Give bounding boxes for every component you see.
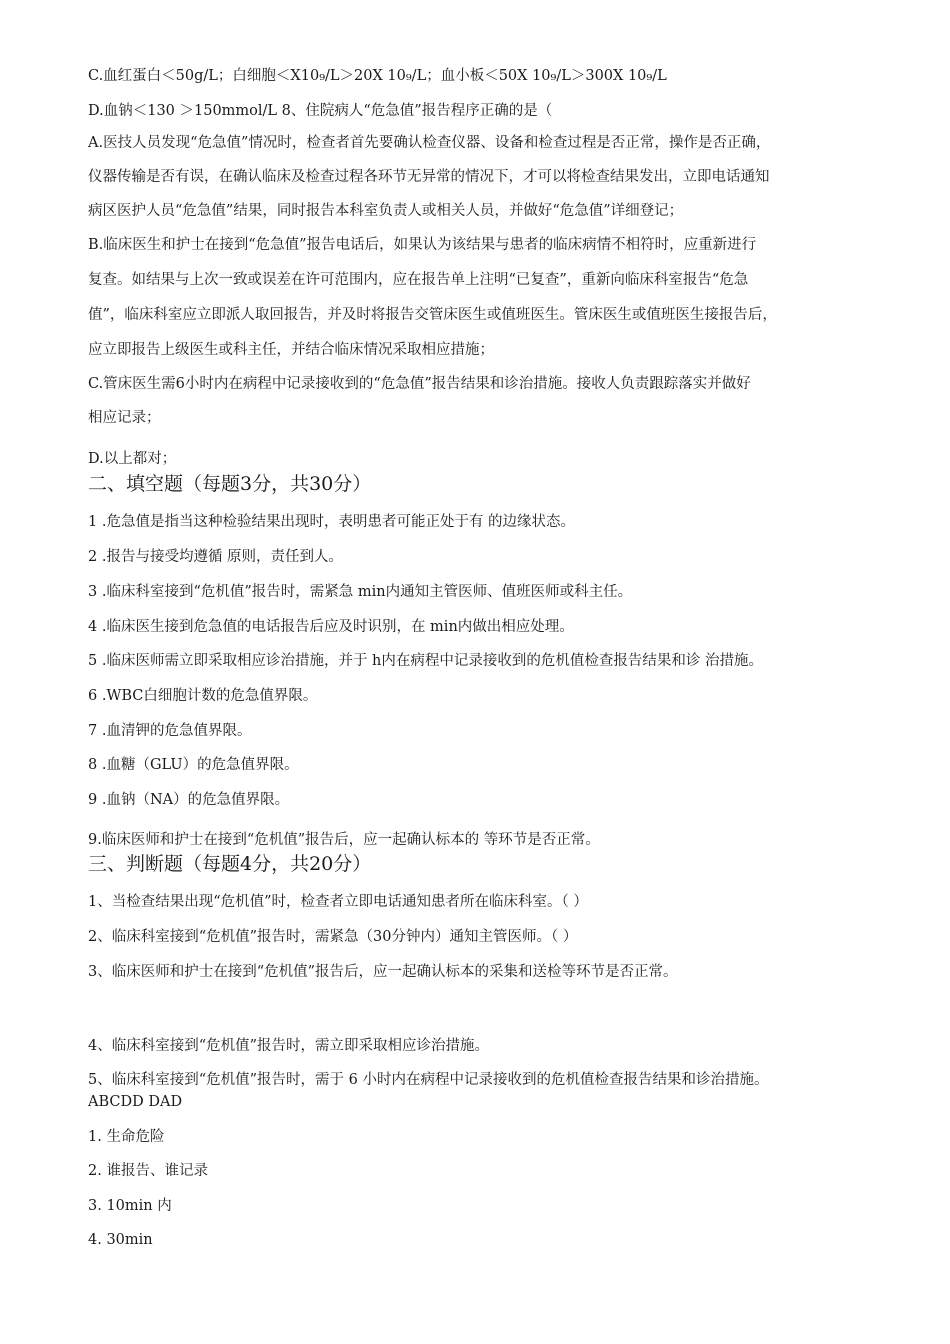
fill-question: 8 .血糖（GLU）的危急值界限。 <box>88 757 299 773</box>
option-line: 相应记录； <box>88 410 161 426</box>
fill-question: 5 .临床医师需立即采取相应诊治措施，并于 h内在病程中记录接收到的危机值检查报告结果和诊 治措施。 <box>88 653 763 669</box>
question-line: D.血钠＜130 ＞150mmol/L 8、住院病人“危急值”报告程序正确的是（ <box>88 103 553 119</box>
fill-question: 4 .临床医生接到危急值的电话报告后应及时识别，在 min内做出相应处理。 <box>88 619 574 635</box>
judge-question: 4、临床科室接到“危机值”报告时，需立即采取相应诊治措施。 <box>88 1038 490 1054</box>
option-line: 值”，临床科室应立即派人取回报告，并及时将报告交管床医生或值班医生。管床医生或值班医生接报告后， <box>88 307 777 323</box>
fill-question: 7 .血清钾的危急值界限。 <box>88 723 252 739</box>
option-line: 仪器传输是否有误，在确认临床及检查过程各环节无异常的情况下，才可以将检查结果发出，立即电话通知 <box>88 169 770 185</box>
section-heading-fill: 二、填空题（每题3分，共30分） <box>88 473 372 495</box>
fill-question: 2 .报告与接受均遵循 原则，责任到人。 <box>88 549 344 565</box>
option-line: 病区医护人员“危急值”结果，同时报告本科室负责人或相关人员，并做好“危急值”详细登记； <box>88 203 684 219</box>
option-line: D.以上都对； <box>88 451 177 467</box>
judge-question: 1、当检查结果出现“危机值”时，检查者立即电话通知患者所在临床科室。（ ） <box>88 894 588 910</box>
answer-fill: 4. 30min <box>88 1232 153 1248</box>
section-heading-judge: 三、判断题（每题4分，共20分） <box>88 853 372 875</box>
fill-question: 9 .血钠（NA）的危急值界限。 <box>88 792 290 808</box>
question-line: C.血红蛋白＜50g/L；白细胞＜X10₉/L＞20X 10₉/L；血小板＜50X 10₉/L＞300X 10₉/L <box>88 68 667 84</box>
fill-question: 3 .临床科室接到“危机值”报告时，需紧急 min内通知主管医师、值班医师或科主任。 <box>88 584 633 600</box>
fill-question: 1 .危急值是指当这种检验结果出现时，表明患者可能正处于有 的边缘状态。 <box>88 514 576 530</box>
option-line: A.医技人员发现“危急值”情况时，检查者首先要确认检查仪器、设备和检查过程是否正常，操作是否正确， <box>88 135 771 151</box>
answer-choice: ABCDD DAD <box>88 1094 183 1110</box>
option-line: C.管床医生需6小时内在病程中记录接收到的“危急值”报告结果和诊治措施。接收人负责跟踪落实并做好 <box>88 376 751 392</box>
option-line: B.临床医生和护士在接到“危急值”报告电话后，如果认为该结果与患者的临床病情不相符时，应重新进行 <box>88 237 757 253</box>
option-line: 复查。如结果与上次一致或误差在许可范围内，应在报告单上注明“已复查”，重新向临床科室报告“危急 <box>88 272 749 288</box>
judge-question: 5、临床科室接到“危机值”报告时，需于 6 小时内在病程中记录接收到的危机值检查报告结果和诊治措施。 <box>88 1072 769 1088</box>
option-line: 应立即报告上级医生或科主任，并结合临床情况采取相应措施； <box>88 342 494 358</box>
answer-fill: 3. 10min 内 <box>88 1198 172 1214</box>
answer-fill: 2. 谁报告、谁记录 <box>88 1163 208 1179</box>
fill-question: 9.临床医师和护士在接到“危机值”报告后，应一起确认标本的 等环节是否正常。 <box>88 832 600 848</box>
judge-question: 2、临床科室接到“危机值”报告时，需紧急（30分钟内）通知主管医师。（ ） <box>88 929 578 945</box>
judge-question: 3、临床医师和护士在接到“危机值”报告后，应一起确认标本的采集和送检等环节是否正常。 <box>88 964 678 980</box>
fill-question: 6 .WBC白细胞计数的危急值界限。 <box>88 688 318 704</box>
answer-fill: 1. 生命危险 <box>88 1129 165 1145</box>
